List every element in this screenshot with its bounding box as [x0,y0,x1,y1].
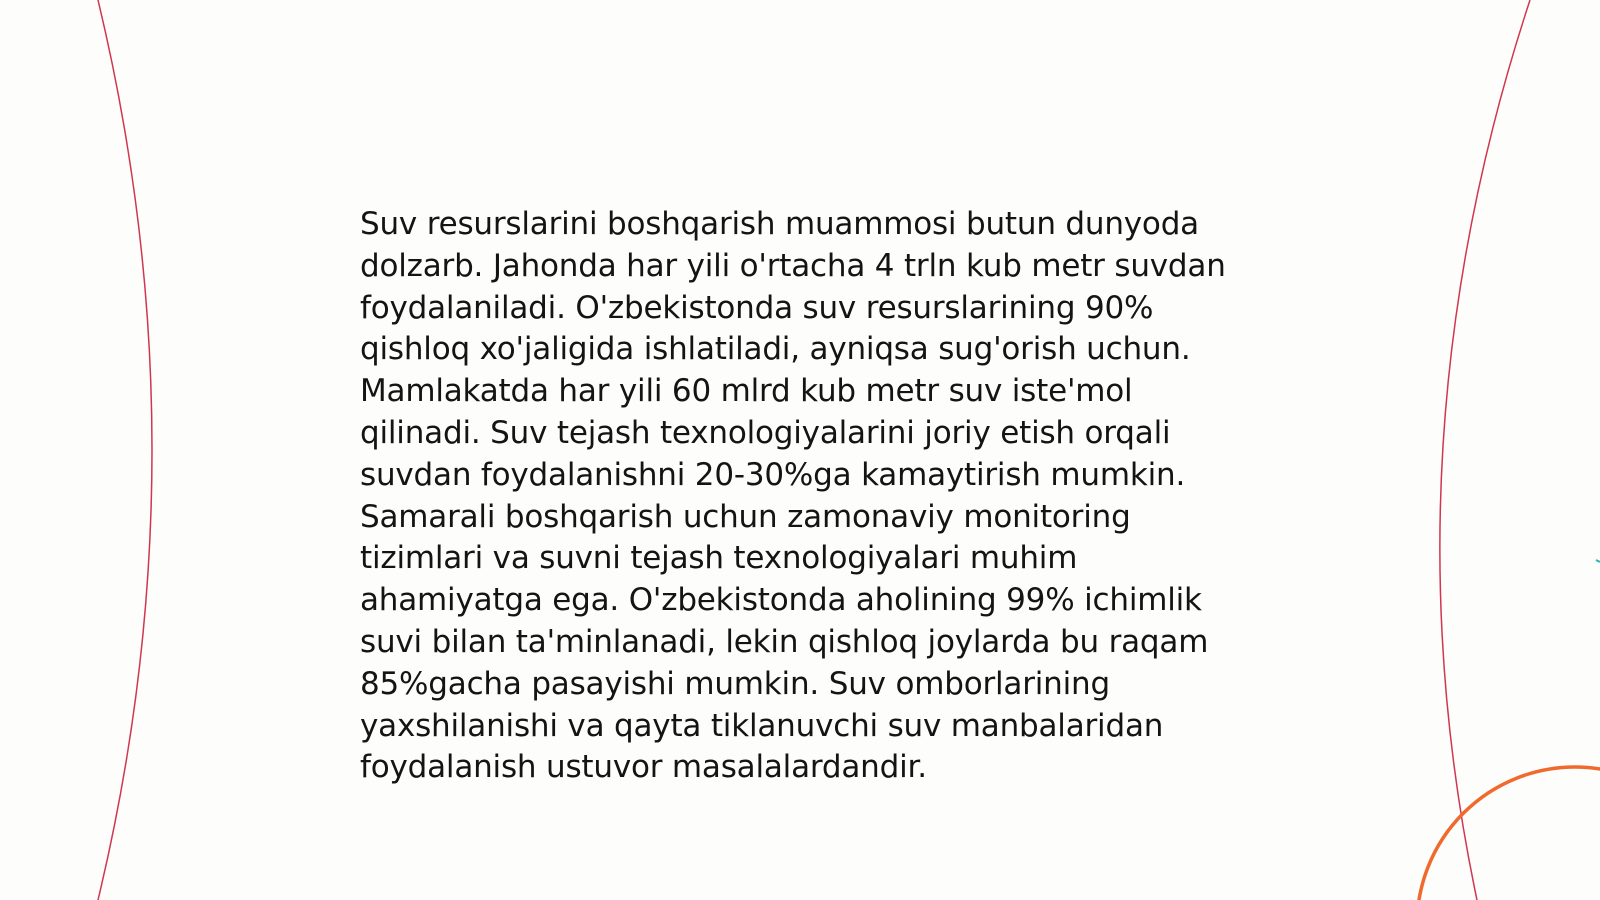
right-curve [1440,0,1530,900]
orange-arc [1417,767,1600,900]
teal-mark [1596,560,1600,562]
slide-body-text: Suv resurslarini boshqarish muammosi butun dunyoda dolzarb. Jahonda har yili o'rtacha 4 trln kub metr suvdan foydalaniladi. O'zbekistonda suv resurslarining 90% qishloq xo'jaligida ishlatiladi, ayniqsa sug'orish uchun. Mamlakatda har yili 60 mlrd kub metr suv iste'mol qilinadi. Suv tejash texnologiyalarini joriy etish orqali suvdan foydalanishni 20-30%ga kamaytirish mumkin. Samarali boshqarish uchun zamonaviy monitoring tizimlari va suvni tejash texnologiyalari muhim ahamiyatga ega. O'zbekistonda aholining 99% ichimlik suvi bilan ta'minlanadi, lekin qishloq joylarda bu raqam 85%gacha pasayishi mumkin. Suv omborlarining yaxshilanishi va qayta tiklanuvchi suv manbalaridan foydalanish ustuvor masalalardandir. [360,206,1226,786]
left-curve [98,0,152,900]
